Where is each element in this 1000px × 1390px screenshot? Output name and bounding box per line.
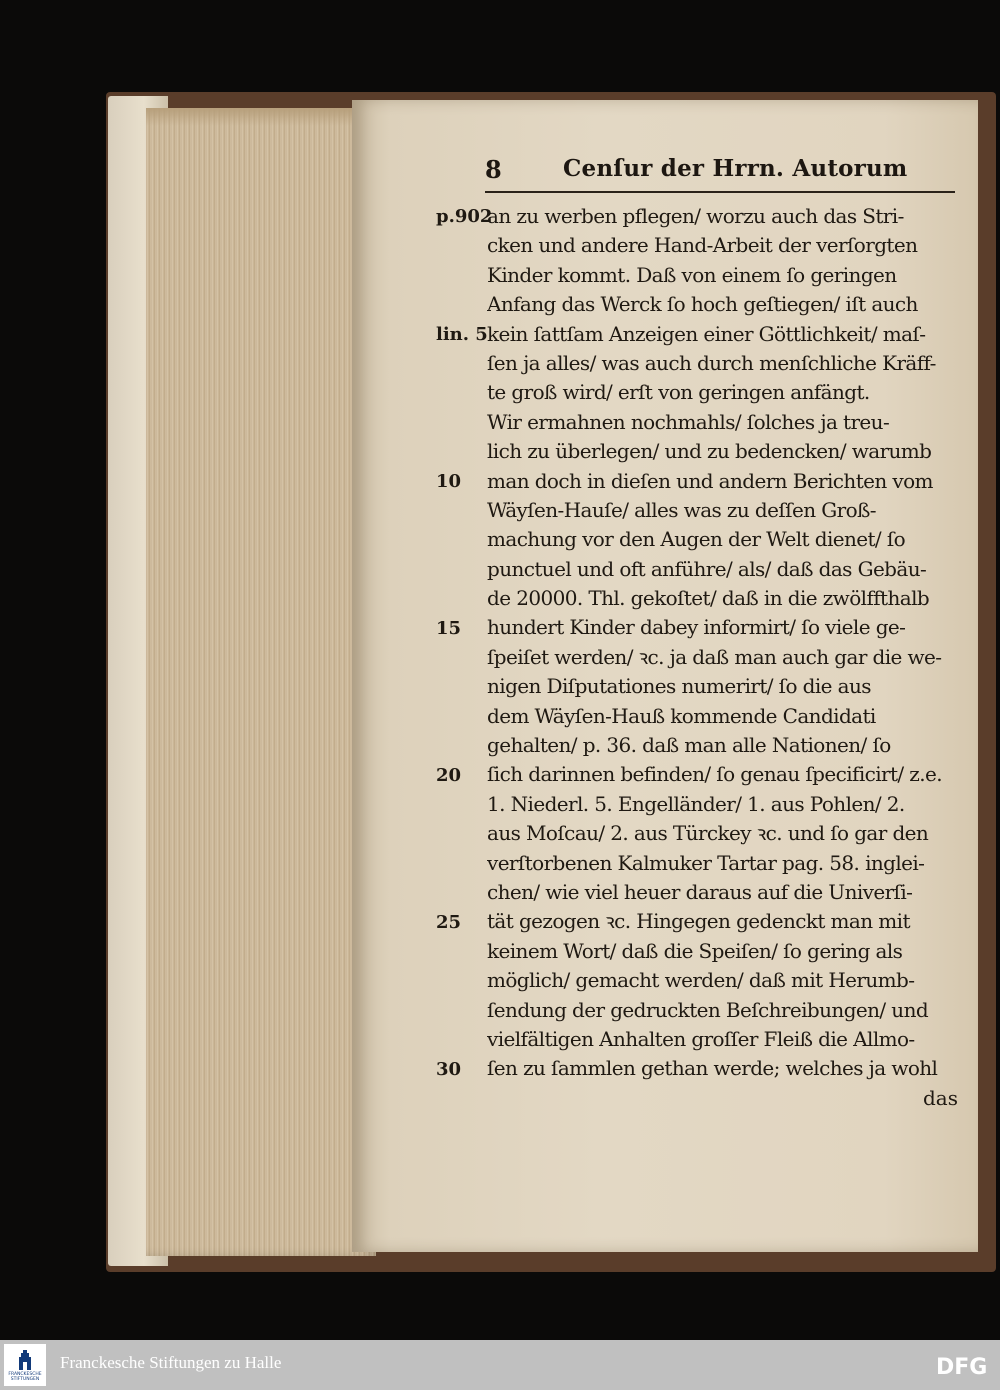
text-line: hundert Kinder dabey informirt/ ſo viele ge- <box>487 615 906 640</box>
text-line: lich zu überlegen/ und zu bedencken/ warumb <box>487 439 932 464</box>
running-head <box>485 155 955 191</box>
text-line: chen/ wie viel heuer daraus auf die Univerſi- <box>487 879 913 904</box>
text-line: machung vor den Augen der Welt dienet/ ſo <box>487 527 906 552</box>
text-line: nigen Diſputationes numerirt/ ſo die aus <box>487 674 871 699</box>
logo-emblem-icon <box>19 1350 31 1370</box>
logo-text: FRANCKESCHE STIFTUNGEN <box>8 1372 42 1382</box>
text-line: ſendung der gedruckten Beſchreibungen/ und <box>487 997 929 1022</box>
margin-note: p.902 <box>436 206 493 227</box>
institution-name[interactable]: Franckesche Stiftungen zu Halle <box>60 1353 282 1372</box>
head-rule <box>485 191 955 193</box>
text-line: Wir ermahnen nochmahls/ ſolches ja treu- <box>487 409 890 434</box>
page-body-text <box>487 202 959 1084</box>
footer-bar <box>0 1340 1000 1390</box>
text-line: Kinder kommt. Daß von einem ſo geringen <box>487 262 897 287</box>
text-line: ſpeiſet werden/ ꝛc. ja daß man auch gar die we- <box>487 644 942 669</box>
text-line: dem Wäyſen-Hauß kommende Candidati <box>487 703 876 728</box>
text-line: de 20000. Thl. gekoſtet/ daß in die zwölffthalb <box>487 586 930 611</box>
text-line: man doch in dieſen und andern Berichten vom <box>487 468 933 493</box>
text-line: te groß wird/ erſt von geringen anfängt. <box>487 380 870 405</box>
margin-note: 30 <box>436 1058 462 1080</box>
text-line: 1. Niederl. 5. Engelländer/ 1. aus Pohlen/ 2. <box>487 791 905 816</box>
text-line: ſen ja alles/ was auch durch menſchliche Kräff- <box>487 350 936 375</box>
margin-note: 15 <box>436 617 462 639</box>
text-line: ſen zu ſammlen gethan werde; welches ja wohl <box>487 1056 938 1081</box>
page-edges <box>146 108 376 1256</box>
dfg-label: DFG <box>936 1355 988 1376</box>
margin-note: 10 <box>436 470 462 492</box>
text-line: gehalten/ p. 36. daß man alle Nationen/ ſo <box>487 733 891 758</box>
text-line: aus Moſcau/ 2. aus Türckey ꝛc. und ſo gar den <box>487 821 929 846</box>
catchword: das <box>923 1086 958 1110</box>
text-line: punctuel und oft anführe/ als/ daß das Gebäu- <box>487 556 927 581</box>
text-line: cken und andere Hand-Arbeit der verſorgten <box>487 233 918 258</box>
running-head-title: Cenſur der Hrrn. Autorum <box>563 155 908 182</box>
franckesche-logo[interactable] <box>4 1344 46 1386</box>
text-line: an zu werben pflegen/ worzu auch das Stri- <box>487 204 904 228</box>
margin-note: 20 <box>436 764 462 786</box>
text-line: kein ſattſam Anzeigen einer Göttlichkeit/ maſ- <box>487 321 926 346</box>
margin-note: lin. 5 <box>436 323 488 345</box>
margin-note: 25 <box>436 911 462 933</box>
page-number: 8 <box>485 155 502 184</box>
text-line: verſtorbenen Kalmuker Tartar pag. 58. inglei- <box>487 850 925 875</box>
text-line: Anfang das Werck ſo hoch geſtiegen/ iſt auch <box>487 292 918 317</box>
text-line: vielfältigen Anhalten groſſer Fleiß die Allmo- <box>487 1026 915 1051</box>
text-line: tät gezogen ꝛc. Hingegen gedenckt man mit <box>487 909 910 934</box>
text-line: Wäyſen-Hauſe/ alles was zu deſſen Groß- <box>487 497 876 522</box>
text-line: keinem Wort/ daß die Speiſen/ ſo gering als <box>487 938 903 963</box>
dfg-logo-icon[interactable] <box>936 1354 990 1376</box>
text-line: möglich/ gemacht werden/ daß mit Herumb- <box>487 968 915 993</box>
text-line: ſich darinnen befinden/ ſo genau ſpecificirt/ z.e. <box>487 762 942 787</box>
